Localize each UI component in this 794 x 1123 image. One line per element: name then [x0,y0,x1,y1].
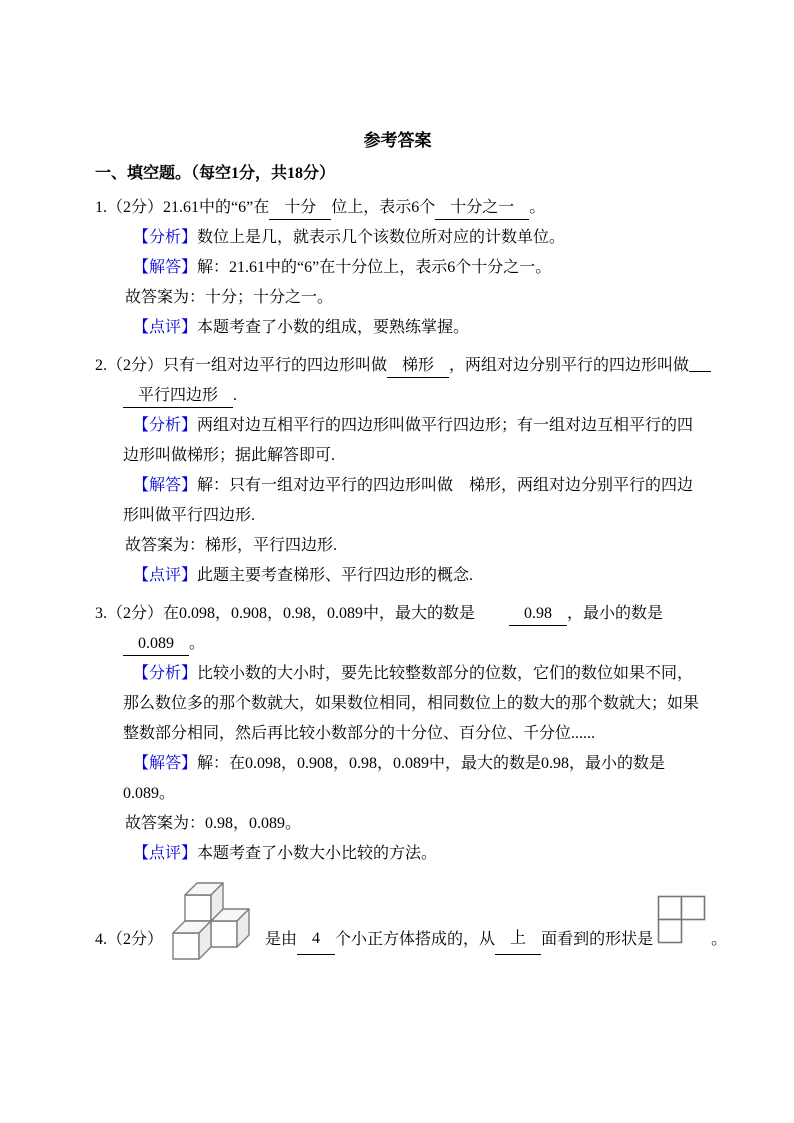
question-3 [95,599,700,869]
comment-label: 【点评】 [133,567,198,584]
comment-paragraph [95,561,700,591]
question-stem [95,193,700,223]
question-number: 2.（2分） [95,357,164,374]
analysis-paragraph [95,223,700,253]
question-stem-line-2 [95,381,700,411]
analysis-text: 两组对边互相平行的四边形叫做平行四边形；有一组对边互相平行的四边形叫做梯形；据此解答即可. [123,417,694,464]
stem-text: . [233,387,238,404]
answer-blank: 0.98 [509,602,567,626]
stem-text: ，两组对边分别平行的四边形叫做 [449,357,690,374]
comment-text: 本题考查了小数的组成，要熟练掌握。 [197,319,470,336]
stem-text: 是由 [265,931,298,948]
conclusion-line: 故答案为：梯形，平行四边形. [125,537,338,554]
analysis-label: 【分析】 [133,665,198,682]
grid-square [682,897,705,920]
analysis-paragraph [95,411,700,471]
analysis-label: 【分析】 [133,417,198,434]
conclusion-line: 故答案为：十分；十分之一。 [125,289,334,306]
comment-label: 【点评】 [133,319,198,336]
solution-text: 解：21.61中的“6”在十分位上，表示6个十分之一。 [197,259,552,276]
question-number: 1.（2分） [95,199,164,216]
section-heading: 一、填空题。（每空1分，共18分） [95,165,336,182]
analysis-label: 【分析】 [133,229,198,246]
question-number: 4.（2分） [95,931,164,948]
stem-text: 面看到的形状是 [541,931,654,948]
question-stem-line-1 [95,599,700,629]
cube [173,921,211,959]
question-1 [95,193,700,343]
solution-label: 【解答】 [133,755,198,772]
question-stem-line-1 [95,351,700,381]
comment-paragraph [95,839,700,869]
comment-paragraph [95,313,700,343]
answer-blank: 平行四边形 [123,384,233,408]
solution-text: 解：只有一组对边平行的四边形叫做 梯形，两组对边分别平行的四边形叫做平行四边形. [123,477,694,524]
conclusion-line: 故答案为：0.98，0.089。 [125,815,302,832]
stem-text: 21.61中的“6”在 [163,199,270,216]
top-view-shape-figure [657,895,707,945]
blank-underline [689,351,711,372]
answer-blank: 十分之一 [435,196,529,220]
answer-blank: 上 [495,924,541,955]
grid-square [659,897,682,920]
comment-text: 此题主要考查梯形、平行四边形的概念. [197,567,474,584]
answer-blank: 0.089 [123,632,189,656]
solution-paragraph [95,749,700,809]
answer-blank: 4 [297,924,335,955]
question-4 [95,877,728,955]
cube [185,883,223,921]
stem-text: 。 [529,199,546,216]
analysis-text: 数位上是几，就表示几个该数位所对应的计数单位。 [197,229,566,246]
analysis-text: 比较小数的大小时，要先比较整数部分的位数，它们的数位如果不同，那么数位多的那个数就大，如果数位相同，相同数位上的数大的那个数就大；如果整数部分相同，然后再比较小数部分的十分位、百分位、千分位...... [123,665,700,742]
solution-label: 【解答】 [133,477,198,494]
stem-text: 个小正方体搭成的，从 [335,931,496,948]
page-title: 参考答案 [363,131,432,150]
question-stem-line-2 [95,629,700,659]
stem-text: 位上，表示6个 [331,199,436,216]
stem-text: 。 [189,635,206,652]
answer-blank: 十分 [269,196,331,220]
analysis-paragraph [95,659,700,749]
solution-label: 【解答】 [133,259,198,276]
cube-stack-figure [171,877,253,961]
comment-label: 【点评】 [133,845,198,862]
stem-text: 。 [711,931,728,948]
comment-text: 本题考查了小数大小比较的方法。 [197,845,438,862]
answer-blank: 梯形 [387,354,449,378]
stem-text: 在0.098，0.908，0.98，0.089中，最大的数是 [163,605,476,622]
solution-paragraph [95,253,700,283]
question-2 [95,351,700,591]
solution-paragraph [95,471,700,531]
solution-text: 解：在0.098，0.908，0.98，0.089中，最大的数是0.98，最小的数是0.089。 [123,755,666,802]
grid-square [659,920,682,943]
question-number: 3.（2分） [95,605,164,622]
stem-text: 只有一组对边平行的四边形叫做 [163,357,388,374]
stem-text: ，最小的数是 [567,605,664,622]
